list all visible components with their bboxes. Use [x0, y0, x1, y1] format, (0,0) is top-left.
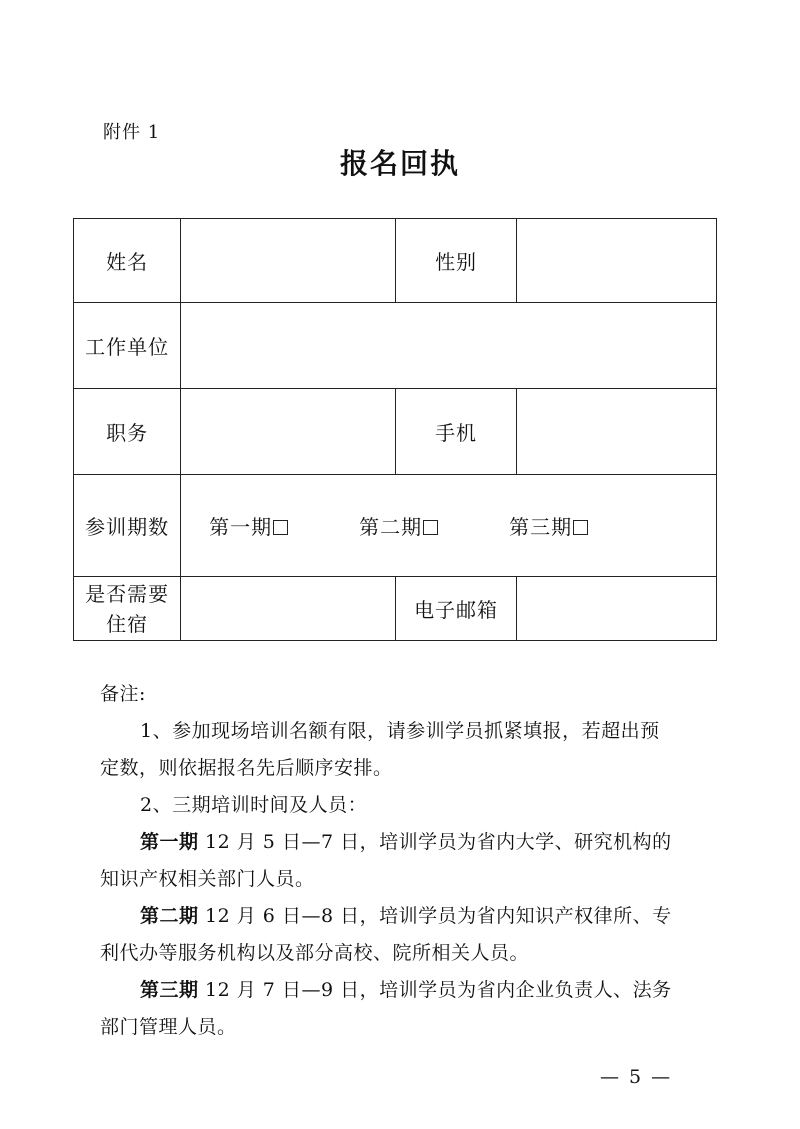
period-2-line1 [100, 898, 700, 935]
period-3-line2: 部门管理人员。 [100, 1016, 237, 1038]
period-option-2[interactable] [359, 511, 509, 540]
note-item-1-line1: 1、参加现场培训名额有限，请参训学员抓紧填报，若超出预 [140, 720, 660, 742]
employer-field[interactable] [181, 303, 717, 389]
checkbox-icon[interactable] [273, 520, 288, 535]
period-2-line2: 利代办等服务机构以及部分高校、院所相关人员。 [100, 942, 530, 964]
notes-heading: 备注: [100, 683, 146, 705]
table-row [74, 577, 717, 641]
table-row [74, 389, 717, 475]
name-field[interactable] [181, 219, 396, 303]
notes-section [100, 676, 700, 1046]
lodging-field[interactable] [181, 577, 396, 641]
period-1-line1 [100, 824, 700, 861]
period-2-desc: 12 月 6 日—8 日，培训学员为省内知识产权律所、专 [198, 905, 672, 927]
mobile-label: 手机 [396, 389, 516, 475]
gender-field[interactable] [516, 219, 716, 303]
page-title: 报名回执 [339, 147, 460, 180]
period-option-label: 第二期 [359, 515, 423, 539]
periods-label: 参训期数 [74, 475, 181, 577]
position-label: 职务 [74, 389, 181, 475]
email-field[interactable] [516, 577, 716, 641]
lodging-label-line1: 是否需要 [85, 581, 170, 606]
registration-form-table [73, 218, 717, 641]
period-option-3[interactable] [509, 511, 659, 540]
period-1-label: 第一期 [140, 831, 199, 853]
period-1-desc: 12 月 5 日—7 日，培训学员为省内大学、研究机构的 [198, 831, 672, 853]
table-row [74, 303, 717, 389]
table-row [74, 475, 717, 577]
attachment-label: 附件 1 [103, 122, 161, 143]
period-option-label: 第三期 [509, 515, 573, 539]
email-label: 电子邮箱 [396, 577, 516, 641]
period-1-line2: 知识产权相关部门人员。 [100, 868, 315, 890]
period-3-desc: 12 月 7 日—9 日，培训学员为省内企业负责人、法务 [198, 979, 672, 1001]
lodging-label-line2: 住宿 [106, 611, 149, 636]
mobile-field[interactable] [516, 389, 716, 475]
period-option-1[interactable] [209, 511, 359, 540]
period-3-label: 第三期 [140, 979, 199, 1001]
position-field[interactable] [181, 389, 396, 475]
note-item-1-line2: 定数，则依据报名先后顺序安排。 [100, 757, 393, 779]
note-item-2: 2、三期培训时间及人员： [140, 794, 368, 816]
periods-field [181, 475, 717, 577]
period-3-line1 [100, 972, 700, 1009]
period-option-label: 第一期 [209, 515, 273, 539]
table-row [74, 219, 717, 303]
name-label: 姓名 [74, 219, 181, 303]
checkbox-icon[interactable] [573, 520, 588, 535]
employer-label: 工作单位 [74, 303, 181, 389]
checkbox-icon[interactable] [423, 520, 438, 535]
period-2-label: 第二期 [140, 905, 199, 927]
page-number: — 5 — [600, 1066, 673, 1088]
gender-label: 性别 [396, 219, 516, 303]
lodging-label [74, 577, 181, 641]
